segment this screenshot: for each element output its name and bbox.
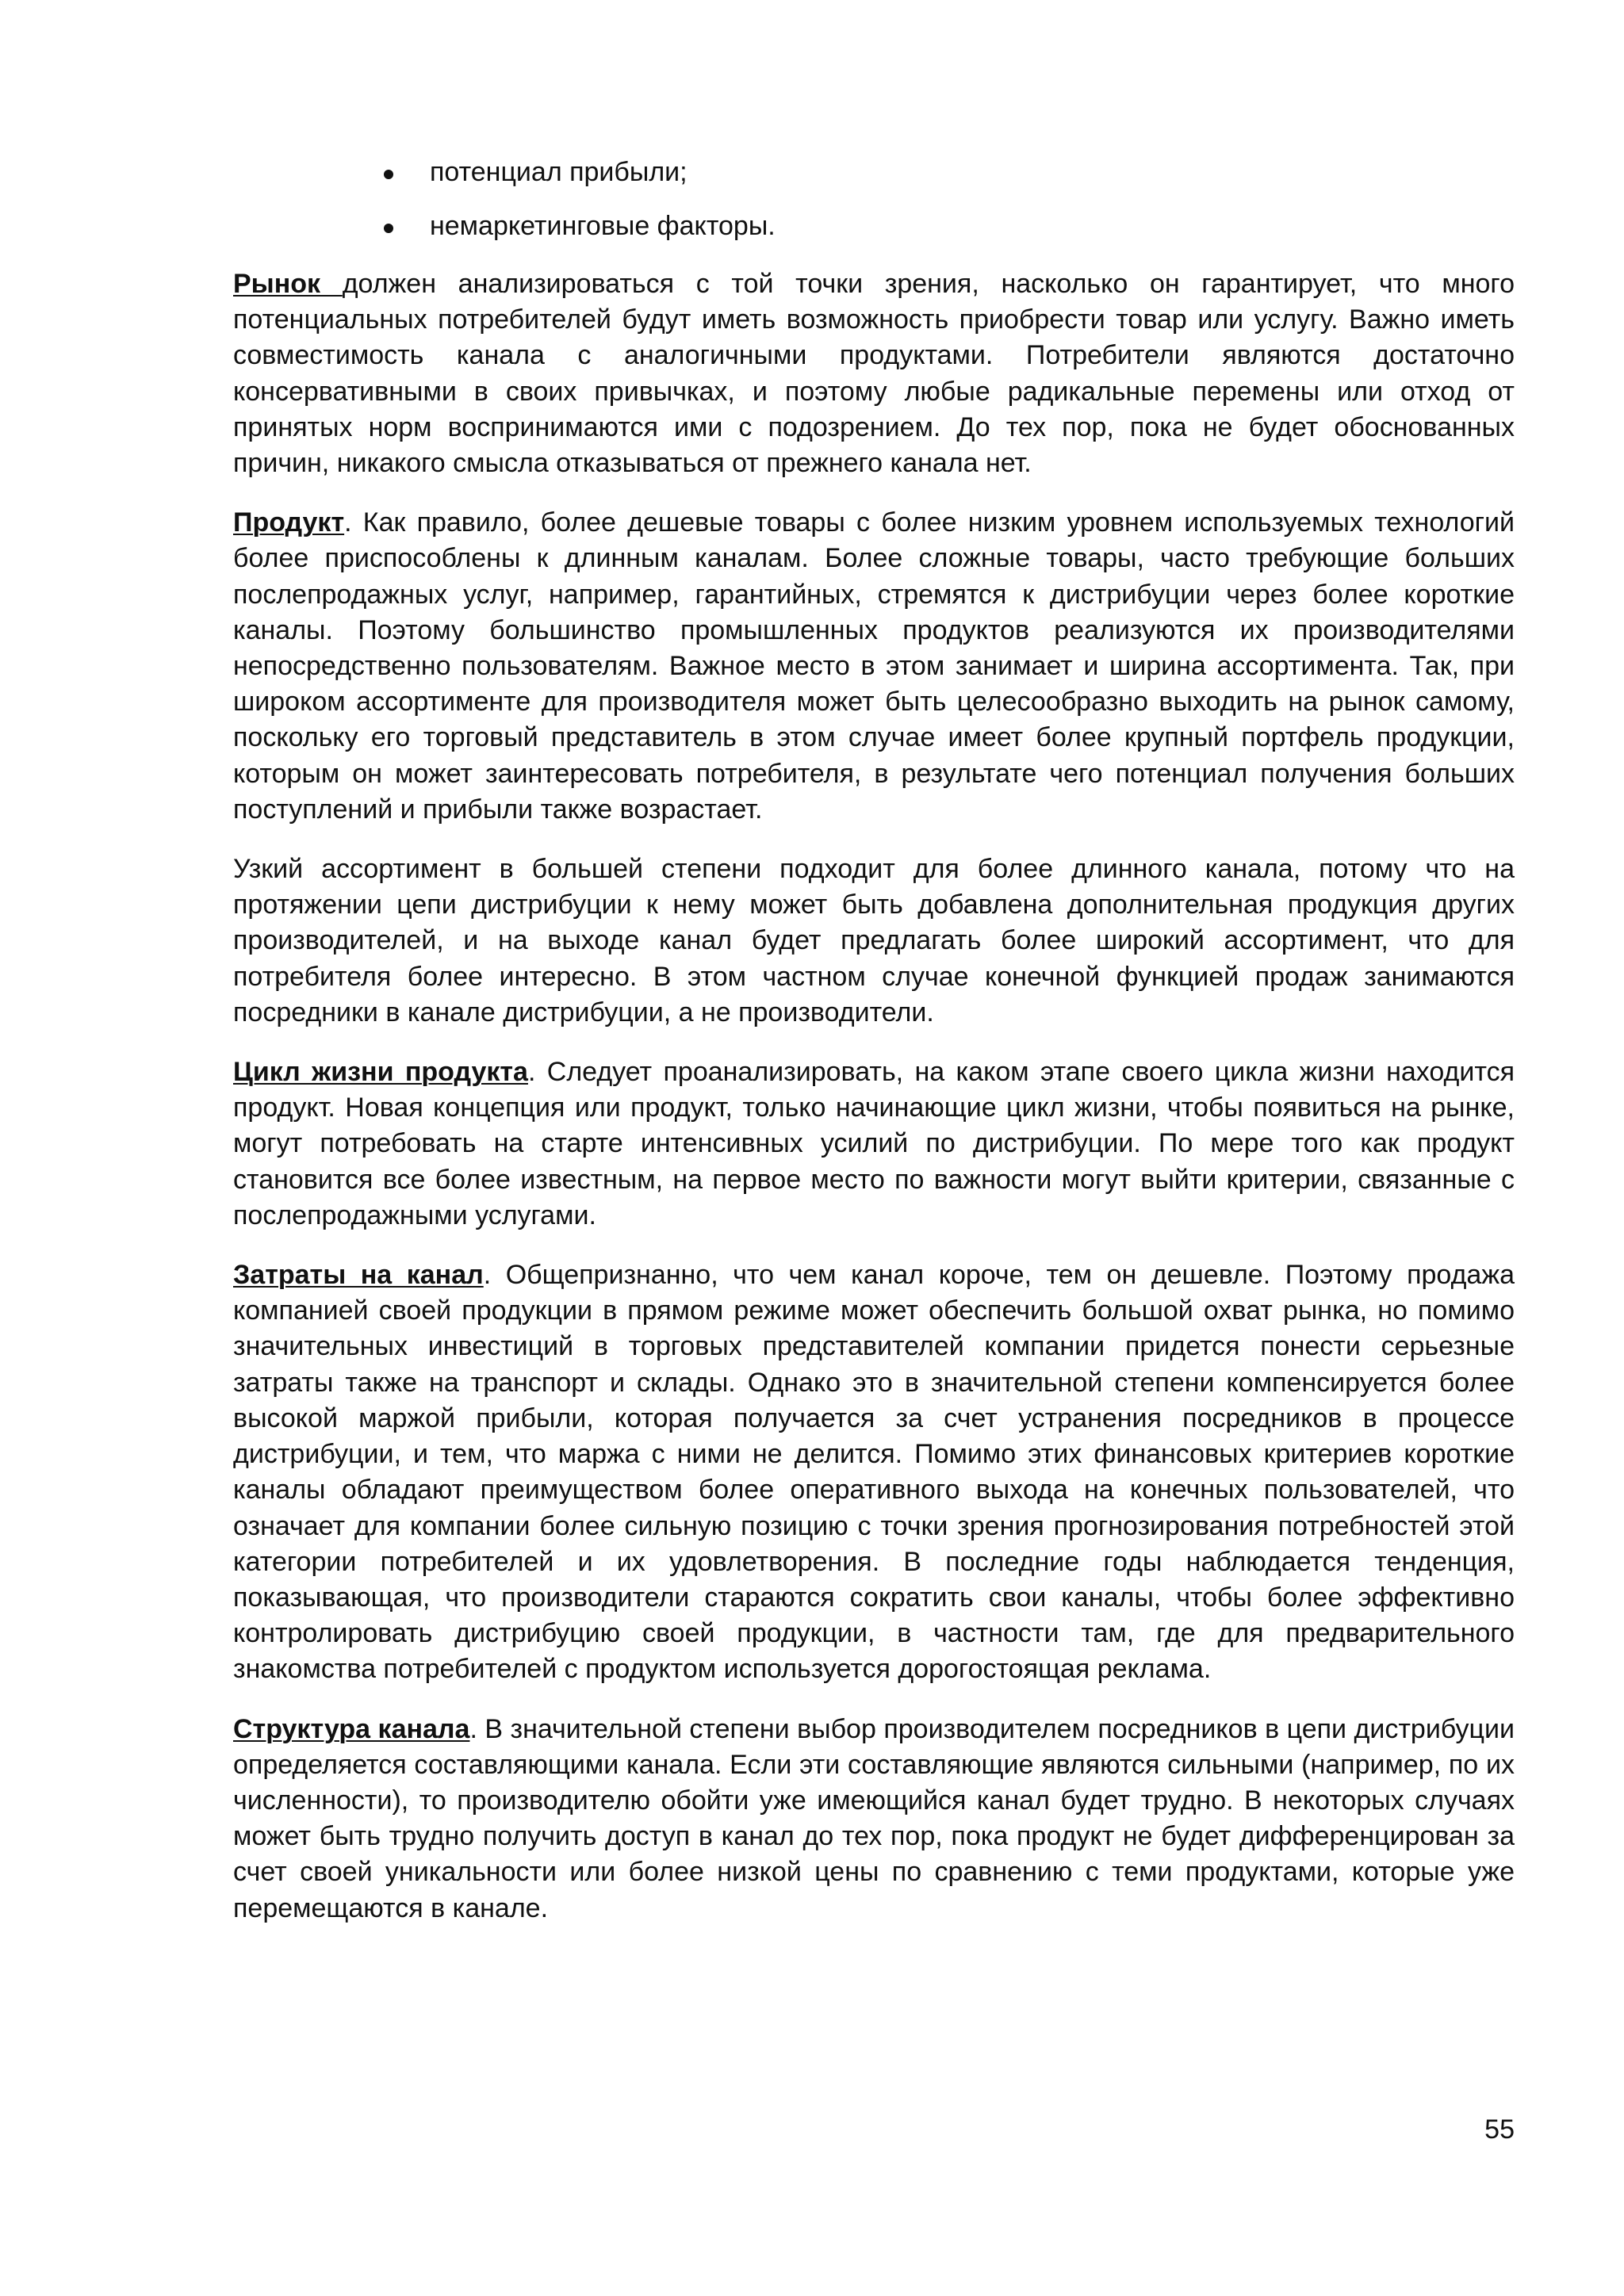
paragraph-text: . Как правило, более дешевые товары с более низким уровнем используемых технологий более приспособлены к длинным каналам. Более сложные товары, часто требующие больших послепродажных услуг, например, гарантийных, стремятся к дистрибуции через более короткие каналы. Поэтому большинство промышленных продуктов реализуются их производителями непосредственно пользователям. Важное место в этом занимает и ширина ассортимента. Так, при широком ассортименте для производителя может быть целесообразно выходить на рынок самому, поскольку его торговый представитель в этом случае имеет более крупный портфель продукции, которым он может заинтересовать потребителя, в результате чего потенциал получения больших поступлений и прибыли также возрастает. [233, 507, 1515, 825]
paragraph-text: Узкий ассортимент в большей степени подходит для более длинного канала, потому что на протяжении цепи дистрибуции к нему может быть добавлена дополнительная продукция других производителей, и на выходе канал будет предлагать более широкий ассортимент, что для потребителя более интересно. В этом частном случае конечной функцией продаж занимаются посредники в канале дистрибуции, а не производители. [233, 854, 1515, 1027]
paragraph-narrow-assortment [233, 851, 1515, 1031]
paragraph-product-life-cycle [233, 1054, 1515, 1234]
term-channel-structure: Структура канала [233, 1713, 470, 1744]
term-channel-costs: Затраты на канал [233, 1260, 484, 1291]
paragraph-text: . Следует проанализировать, на каком этапе своего цикла жизни находится продукт. Новая концепция или продукт, только начинающие цикл жизни, чтобы появиться на рынке, могут потребовать на старте интенсивных усилий по дистрибуции. По мере того как продукт становится все более известным, на первое место по важности могут выйти критерии, связанные с послепродажными услугами. [233, 1057, 1515, 1230]
paragraph-product [233, 505, 1515, 828]
paragraph-channel-costs [233, 1257, 1515, 1687]
bullet-list [233, 155, 1515, 244]
bullet-text: немаркетинговые факторы. [430, 211, 776, 241]
paragraph-channel-structure [233, 1712, 1515, 1927]
bullet-text: потенциал прибыли; [430, 157, 688, 187]
term-product-life-cycle: Цикл жизни продукта [233, 1057, 528, 1088]
paragraph-text: . В значительной степени выбор производителем посредников в цепи дистрибуции определяется составляющими канала. Если эти составляющие являются сильными (например, по их численности), то производителю обойти уже имеющийся канал будет трудно. В некоторых случаях может быть трудно получить доступ в канал до тех пор, пока продукт не будет дифференцирован за счет своей уникальности или более низкой цены по сравнению с теми продуктами, которые уже перемещаются в канале. [233, 1713, 1515, 1923]
term-market: Рынок [233, 269, 343, 299]
paragraph-text: . Общепризнанно, что чем канал короче, тем он дешевле. Поэтому продажа компанией своей продукции в прямом режиме может обеспечить большой охват рынка, но помимо значительных инвестиций в торговых представителей компании придется понести серьезные затраты также на транспорт и склады. Однако это в значительной степени компенсируется более высокой маржой прибыли, которая получается за счет устранения посредников в процессе дистрибуции, и тем, что маржа с ними не делится. Помимо этих финансовых критериев короткие каналы обладают преимуществом более оперативного выхода на конечных пользователей, что означает для компании более сильную позицию с точки зрения прогнозирования потребностей этой категории потребителей и их удовлетворения. В последние годы наблюдается тенденция, показывающая, что производители стараются сократить свои каналы, чтобы более эффективно контролировать дистрибуцию своей продукции, в частности там, где для предварительного знакомства потребителей с продуктом используется дорогостоящая реклама. [233, 1260, 1515, 1685]
paragraph-market [233, 266, 1515, 481]
bullet-dot-icon [384, 224, 393, 233]
bullet-dot-icon [384, 170, 393, 179]
paragraph-text: должен анализироваться с той точки зрения, насколько он гарантирует, что много потенциальных потребителей будут иметь возможность приобрести товар или услугу. Важно иметь совместимость канала с аналогичными продуктами. Потребители являются достаточно консервативными в своих привычках, и поэтому любые радикальные перемены или отход от принятых норм воспринимаются ими с подозрением. До тех пор, пока не будет обоснованных причин, никакого смысла отказываться от прежнего канала нет. [233, 269, 1515, 479]
page-number: 55 [1484, 2114, 1515, 2145]
bullet-item [233, 155, 1515, 190]
term-product: Продукт [233, 507, 345, 538]
page-content [233, 155, 1515, 1950]
bullet-item [233, 209, 1515, 244]
